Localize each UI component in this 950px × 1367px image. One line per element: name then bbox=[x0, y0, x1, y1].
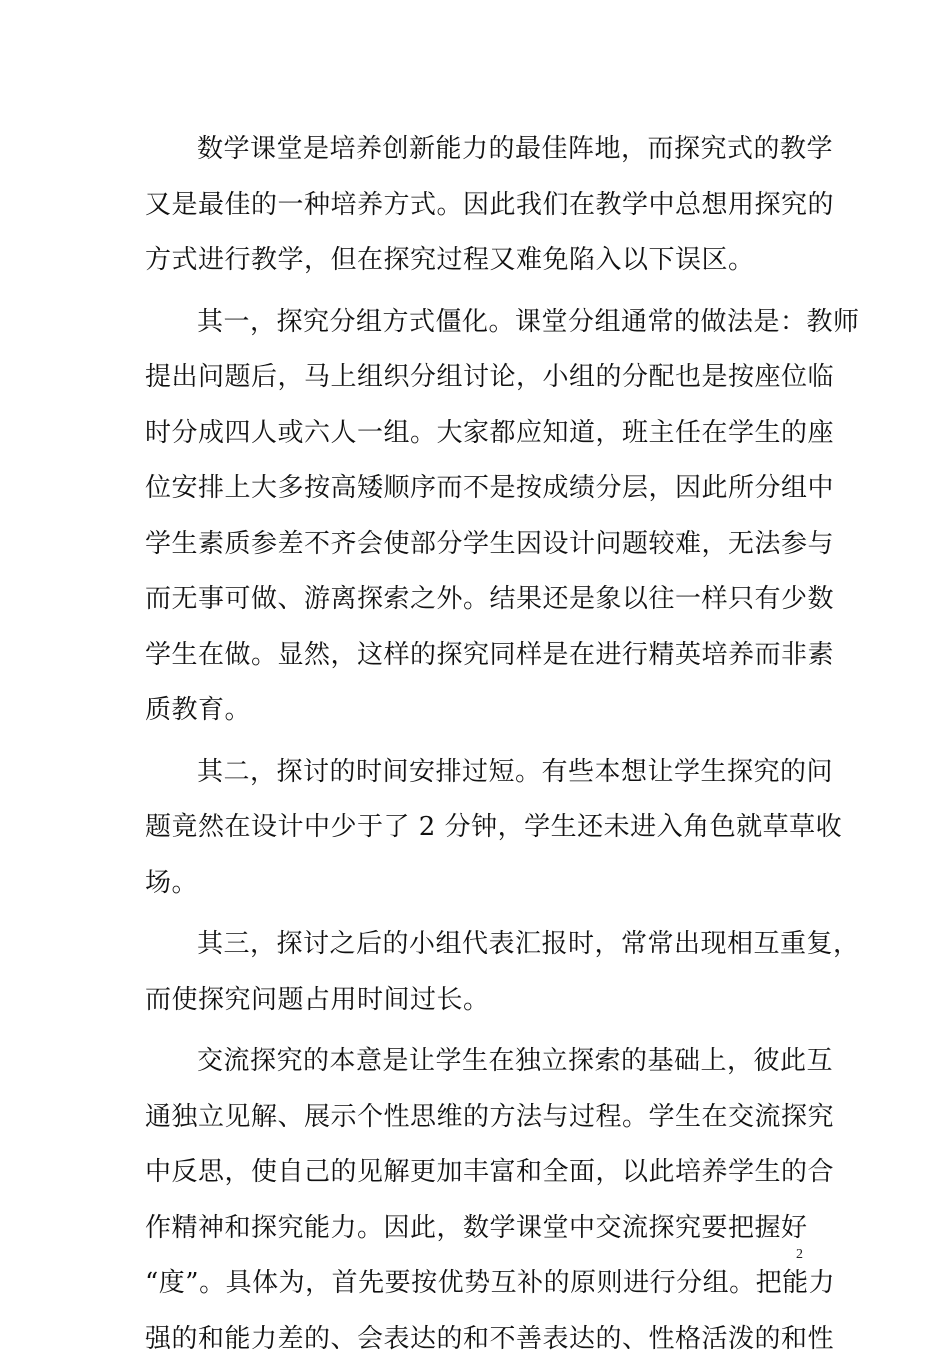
paragraph bbox=[145, 1034, 807, 1367]
text-line: 而使探究问题占用时间过长。 bbox=[145, 973, 807, 1029]
body-text bbox=[145, 122, 807, 1367]
text-line: “度”。具体为，首先要按优势互补的原则进行分组。把能力 bbox=[145, 1256, 807, 1312]
paragraph bbox=[145, 917, 807, 1028]
text-line: 通独立见解、展示个性思维的方法与过程。学生在交流探究 bbox=[145, 1090, 807, 1146]
text-line: 场。 bbox=[145, 856, 807, 912]
text-line: 中反思，使自己的见解更加丰富和全面，以此培养学生的合 bbox=[145, 1145, 807, 1201]
text-line: 质教育。 bbox=[145, 683, 807, 739]
text-line: 强的和能力差的、会表达的和不善表达的、性格活泼的和性 bbox=[145, 1312, 807, 1367]
page-number: 2 bbox=[796, 1247, 803, 1263]
text-line: 数学课堂是培养创新能力的最佳阵地，而探究式的教学 bbox=[145, 122, 807, 178]
text-line: 学生在做。显然，这样的探究同样是在进行精英培养而非素 bbox=[145, 628, 807, 684]
text-line: 又是最佳的一种培养方式。因此我们在教学中总想用探究的 bbox=[145, 178, 807, 234]
text-line: 作精神和探究能力。因此，数学课堂中交流探究要把握好 bbox=[145, 1201, 807, 1257]
text-line: 学生素质参差不齐会使部分学生因设计问题较难，无法参与 bbox=[145, 517, 807, 573]
text-line: 而无事可做、游离探索之外。结果还是象以往一样只有少数 bbox=[145, 572, 807, 628]
text-line: 提出问题后，马上组织分组讨论，小组的分配也是按座位临 bbox=[145, 350, 807, 406]
text-line: 位安排上大多按高矮顺序而不是按成绩分层，因此所分组中 bbox=[145, 461, 807, 517]
text-line: 时分成四人或六人一组。大家都应知道，班主任在学生的座 bbox=[145, 406, 807, 462]
text-line: 方式进行教学，但在探究过程又难免陷入以下误区。 bbox=[145, 233, 807, 289]
text-line: 其三，探讨之后的小组代表汇报时，常常出现相互重复， bbox=[145, 917, 807, 973]
text-line: 其二，探讨的时间安排过短。有些本想让学生探究的问 bbox=[145, 745, 807, 801]
paragraph bbox=[145, 745, 807, 912]
text-line: 交流探究的本意是让学生在独立探索的基础上，彼此互 bbox=[145, 1034, 807, 1090]
paragraph bbox=[145, 295, 807, 739]
paragraph bbox=[145, 122, 807, 289]
text-line: 其一，探究分组方式僵化。课堂分组通常的做法是：教师 bbox=[145, 295, 807, 351]
text-line: 题竟然在设计中少于了 2 分钟，学生还未进入角色就草草收 bbox=[145, 800, 807, 856]
